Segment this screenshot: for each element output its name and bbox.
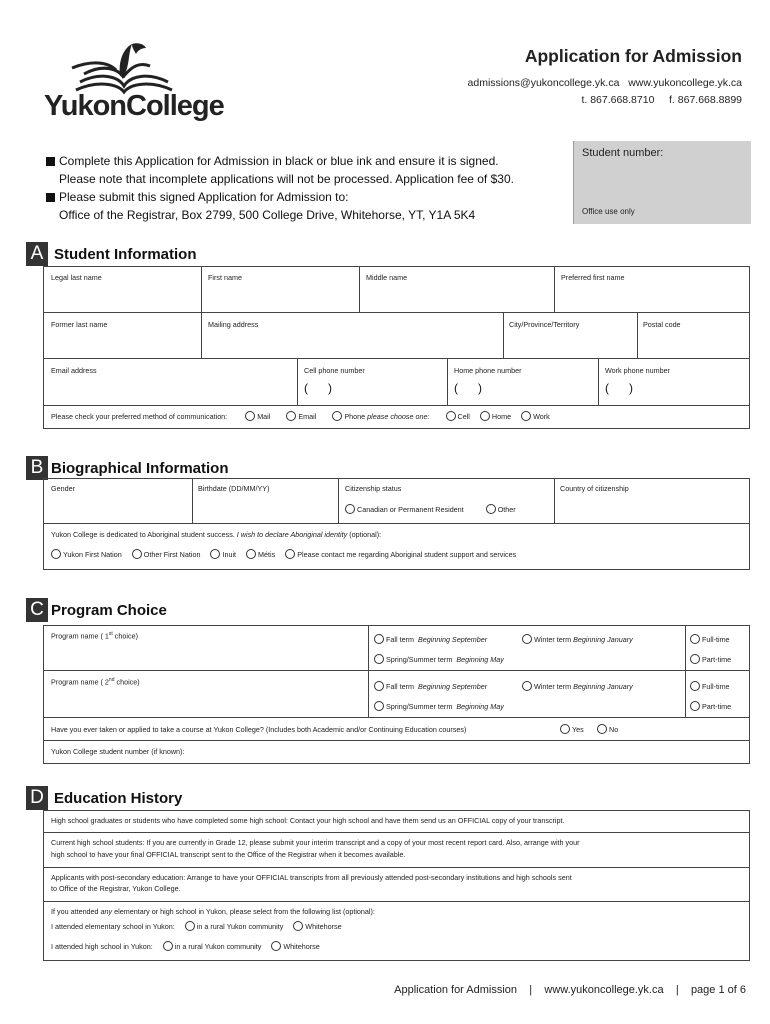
- legal-last-name-field[interactable]: Legal last name: [51, 273, 102, 282]
- program-2-fall-radio[interactable]: Fall term Beginning September: [374, 678, 487, 696]
- cell-radio[interactable]: Cell: [446, 411, 470, 421]
- post-secondary-note-1: Applicants with post-secondary education: Arrange to have your OFFICIAL transcripts from all previously attended post-secondary institutions and high schools sent: [51, 873, 572, 882]
- office-use-box: [573, 141, 751, 224]
- elementary-school-row: [51, 921, 342, 931]
- college-logo: [44, 40, 224, 130]
- contact-phone: t. 867.668.8710: [581, 94, 655, 106]
- current-students-note-1: Current high school students: If you are currently in Grade 12, please submit your interim transcript and a copy of your most recent report card. Also, arrange with your: [51, 838, 580, 847]
- program-2-field[interactable]: Program name ( 2nd choice): [51, 677, 140, 687]
- middle-name-field[interactable]: Middle name: [366, 273, 408, 282]
- other-citizenship-radio[interactable]: Other: [486, 504, 516, 514]
- elementary-rural-radio[interactable]: in a rural Yukon community: [185, 921, 284, 931]
- work-area-code: ( ): [605, 381, 634, 395]
- section-letter: B: [26, 456, 48, 480]
- student-number-field[interactable]: Yukon College student number (if known):: [51, 747, 185, 756]
- contact-website[interactable]: www.yukoncollege.yk.ca: [628, 77, 742, 89]
- program-2-fulltime-radio[interactable]: Full-time: [690, 678, 730, 696]
- elementary-label: I attended elementary school in Yukon:: [51, 921, 175, 931]
- mailing-address-field[interactable]: Mailing address: [208, 320, 259, 329]
- section-letter: A: [26, 242, 48, 266]
- country-field[interactable]: Country of citizenship: [560, 484, 629, 493]
- bullet-icon: [46, 157, 55, 166]
- communication-preference: [51, 411, 550, 421]
- inuit-radio[interactable]: Inuit: [210, 549, 236, 559]
- instruction-3: Please submit this signed Application for Admission to:: [59, 190, 349, 204]
- section-letter: D: [26, 786, 48, 810]
- high-school-graduates-note: High school graduates or students who have completed some high school: Contact your high school and have them send us an OFFICIAL copy of your transcript.: [51, 816, 565, 825]
- section-d-header: [26, 786, 182, 810]
- citizenship-options: [345, 504, 516, 514]
- program-1-spring-radio[interactable]: Spring/Summer term Beginning May: [374, 651, 504, 669]
- instructions: [46, 152, 514, 224]
- section-title: Education History: [54, 789, 183, 807]
- communication-label: Please check your preferred method of communication:: [51, 411, 228, 421]
- former-last-name-field[interactable]: Former last name: [51, 320, 108, 329]
- program-2-winter-radio[interactable]: Winter term Beginning January: [522, 678, 633, 696]
- high-school-label: I attended high school in Yukon:: [51, 941, 153, 951]
- program-1-fall-radio[interactable]: Fall term Beginning September: [374, 631, 487, 649]
- contact-fax: f. 867.668.8899: [669, 94, 742, 106]
- home-phone-field[interactable]: Home phone number: [454, 366, 522, 375]
- program-2-spring-radio[interactable]: Spring/Summer term Beginning May: [374, 698, 504, 716]
- instruction-address: Office of the Registrar, Box 2799, 500 College Drive, Whitehorse, YT, Y1A 5K4: [59, 208, 476, 222]
- section-b-header: [26, 456, 229, 480]
- aboriginal-statement: Yukon College is dedicated to Aboriginal student success. I wish to declare Aboriginal identity (optional):: [51, 530, 382, 539]
- bullet-icon: [46, 193, 55, 202]
- footer-website[interactable]: www.yukoncollege.yk.ca: [544, 984, 664, 996]
- student-number-label: Student number:: [582, 147, 664, 159]
- section-c-header: [26, 598, 167, 622]
- previous-yes-radio[interactable]: Yes: [560, 721, 584, 739]
- instruction-1: Complete this Application for Admission in black or blue ink and ensure it is signed.: [59, 154, 499, 168]
- program-2-parttime-radio[interactable]: Part-time: [690, 698, 731, 716]
- yukon-first-nation-radio[interactable]: Yukon First Nation: [51, 549, 122, 559]
- page-number: page 1 of 6: [690, 984, 746, 996]
- work-phone-field[interactable]: Work phone number: [605, 366, 670, 375]
- section-title: Program Choice: [51, 601, 167, 619]
- page-title: Application for Admission: [524, 46, 742, 66]
- section-title: Student Information: [54, 245, 197, 263]
- program-1-field[interactable]: Program name ( 1st choice): [51, 631, 138, 641]
- footer-title: Application for Admission: [394, 984, 518, 996]
- program-1-parttime-radio[interactable]: Part-time: [690, 651, 731, 669]
- work-radio[interactable]: Work: [521, 411, 550, 421]
- footer: Application for Admission | www.yukoncollege.yk.ca | page 1 of 6: [394, 984, 746, 996]
- metis-radio[interactable]: Métis: [246, 549, 275, 559]
- logo-wordmark: YukonCollege: [44, 90, 224, 122]
- program-1-fulltime-radio[interactable]: Full-time: [690, 631, 730, 649]
- section-title: Biographical Information: [51, 459, 229, 477]
- contact-support-radio[interactable]: Please contact me regarding Aboriginal student support and services: [285, 549, 516, 559]
- post-secondary-note-2: to Office of the Registrar, Yukon College.: [51, 884, 181, 893]
- home-radio[interactable]: Home: [480, 411, 511, 421]
- email-radio[interactable]: Email: [286, 411, 316, 421]
- email-field[interactable]: Email address: [51, 366, 97, 375]
- previous-no-radio[interactable]: No: [597, 721, 618, 739]
- mail-radio[interactable]: Mail: [245, 411, 270, 421]
- city-field[interactable]: City/Province/Territory: [509, 320, 580, 329]
- program-1-winter-radio[interactable]: Winter term Beginning January: [522, 631, 633, 649]
- citizenship-label: Citizenship status: [345, 484, 402, 493]
- gender-field[interactable]: Gender: [51, 484, 75, 493]
- highschool-whitehorse-radio[interactable]: Whitehorse: [271, 941, 319, 951]
- cell-phone-field[interactable]: Cell phone number: [304, 366, 365, 375]
- birthdate-field[interactable]: Birthdate (DD/MM/YY): [198, 484, 270, 493]
- current-students-note-2: high school to have your final OFFICIAL transcript sent to the Office of the Registrar when it becomes available.: [51, 850, 406, 859]
- previous-course-question: Have you ever taken or applied to take a course at Yukon College? (Includes both Academic and/or Continuing Education courses): [51, 725, 467, 734]
- office-use-label: Office use only: [582, 207, 635, 216]
- instruction-2: Please note that incomplete applications will not be processed. Application fee of $30.: [59, 172, 514, 186]
- preferred-name-field[interactable]: Preferred first name: [561, 273, 625, 282]
- canadian-radio[interactable]: Canadian or Permanent Resident: [345, 504, 464, 514]
- home-area-code: ( ): [454, 381, 483, 395]
- highschool-rural-radio[interactable]: in a rural Yukon community: [163, 941, 262, 951]
- section-a-header: [26, 242, 197, 266]
- yukon-school-question: If you attended any elementary or high school in Yukon, please select from the following list (optional):: [51, 907, 375, 916]
- contact-email[interactable]: admissions@yukoncollege.yk.ca: [467, 77, 620, 89]
- elementary-whitehorse-radio[interactable]: Whitehorse: [293, 921, 341, 931]
- contact-line-1: [468, 77, 742, 89]
- section-letter: C: [26, 598, 48, 622]
- high-school-row: [51, 941, 320, 951]
- aboriginal-options: [51, 549, 516, 559]
- postal-code-field[interactable]: Postal code: [643, 320, 681, 329]
- contact-line-2: [581, 94, 742, 106]
- phone-radio[interactable]: Phone please choose one:: [332, 411, 429, 421]
- other-first-nation-radio[interactable]: Other First Nation: [132, 549, 201, 559]
- first-name-field[interactable]: First name: [208, 273, 242, 282]
- cell-area-code: ( ): [304, 381, 333, 395]
